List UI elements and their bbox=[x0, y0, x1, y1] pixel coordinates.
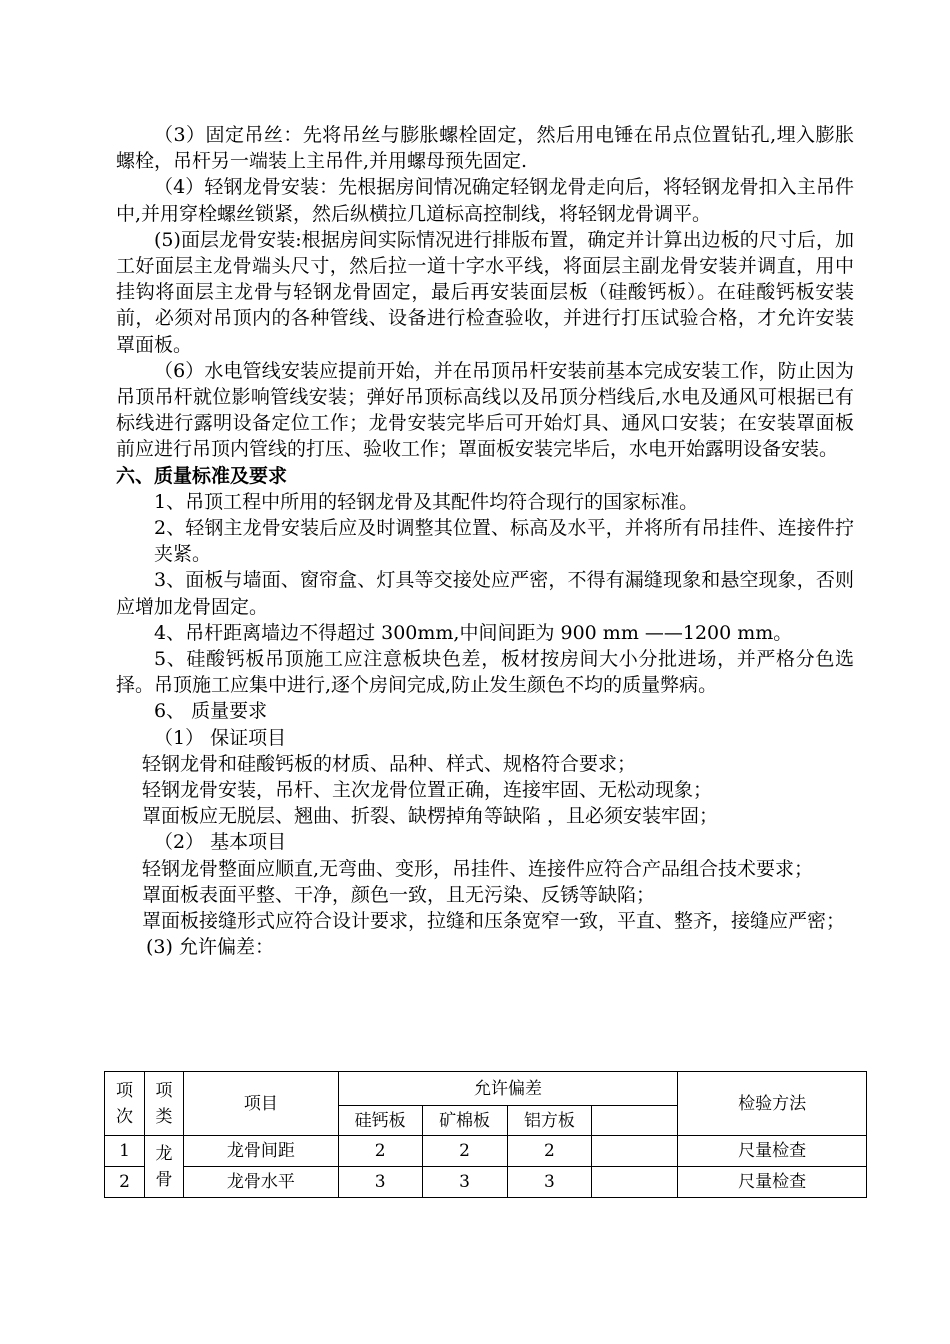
standard-item-1: 1、吊顶工程中所用的轻钢龙骨及其配件均符合现行的国家标准。 bbox=[154, 490, 699, 513]
basic-item: 罩面板表面平整、干净，颜色一致，且无污染、反锈等缺陷； bbox=[142, 883, 656, 906]
cell-group: 龙骨 bbox=[144, 1136, 183, 1198]
table-row bbox=[105, 1167, 867, 1198]
header-sub-aluminum: 铝方板 bbox=[507, 1106, 592, 1136]
paragraph-surface-keel: (5)面层龙骨安装:根据房间实际情况进行排版布置，确定并计算出边板的尺寸后，加工好面层主龙骨端头尺寸，然后拉一道十字水平线，将面层主副龙骨安装并调直，用中挂钩将面层主龙骨与轻钢龙骨固定，最后再安装面层板（硅酸钙板）。在硅酸钙板安装前，必须对吊顶内的各种管线、设备进行检查验收，并进行打压试验合格，才允许安装罩面板。 bbox=[116, 228, 854, 356]
guarantee-item: 罩面板应无脱层、翘曲、折裂、缺楞掉角等缺陷 ，且必须安装牢固； bbox=[142, 805, 719, 828]
header-sub-empty bbox=[592, 1106, 678, 1136]
cell-v3: 3 bbox=[507, 1167, 592, 1198]
paragraph-keel-install: （4）轻钢龙骨安装：先根据房间情况确定轻钢龙骨走向后，将轻钢龙骨扣入主吊件中,并用穿栓螺丝锁紧，然后纵横拉几道标高控制线，将轻钢龙骨调平。 bbox=[116, 176, 854, 225]
header-type: 项类 bbox=[144, 1072, 183, 1136]
section-heading: 六、质量标准及要求 bbox=[116, 464, 288, 487]
header-method: 检验方法 bbox=[678, 1072, 867, 1136]
paragraph-fix-hanger: （3）固定吊丝：先将吊丝与膨胀螺栓固定，然后用电锤在吊点位置钻孔,埋入膨胀螺栓，吊杆另一端装上主吊件,并用螺母预先固定. bbox=[116, 124, 854, 173]
cell-no: 1 bbox=[105, 1136, 145, 1167]
cell-no: 2 bbox=[105, 1167, 145, 1198]
guarantee-item: 轻钢龙骨和硅酸钙板的材质、品种、样式、规格符合要求； bbox=[142, 752, 637, 775]
cell-v1: 2 bbox=[338, 1136, 422, 1167]
standard-item-2: 2、轻钢主龙骨安装后应及时调整其位置、标高及水平，并将所有吊挂件、连接件拧夹紧。 bbox=[154, 517, 854, 566]
header-tolerance: 允许偏差 bbox=[338, 1072, 677, 1106]
cell-v3: 2 bbox=[507, 1136, 592, 1167]
tolerance-table bbox=[104, 1071, 867, 1198]
basic-title: （2） 基本项目 bbox=[154, 831, 287, 854]
cell-method: 尺量检查 bbox=[678, 1167, 867, 1198]
cell-method: 尺量检查 bbox=[678, 1136, 867, 1167]
standard-item-6: 6、 质量要求 bbox=[154, 700, 268, 723]
cell-item: 龙骨间距 bbox=[183, 1136, 338, 1167]
cell-v2: 2 bbox=[422, 1136, 507, 1167]
standard-item-5: 5、硅酸钙板吊顶施工应注意板块色差，板材按房间大小分批进场，并严格分色选择。吊顶施工应集中进行,逐个房间完成,防止发生颜色不均的质量弊病。 bbox=[116, 648, 854, 697]
table-row bbox=[105, 1136, 867, 1167]
standard-item-3: 3、面板与墙面、窗帘盒、灯具等交接处应严密，不得有漏缝现象和悬空现象，否则应增加龙骨固定。 bbox=[116, 569, 854, 618]
header-sub-mineral: 矿棉板 bbox=[422, 1106, 507, 1136]
header-no: 项次 bbox=[105, 1072, 145, 1136]
guarantee-title: （1） 保证项目 bbox=[154, 726, 287, 749]
cell-v1: 3 bbox=[338, 1167, 422, 1198]
tolerance-title: (3) 允许偏差： bbox=[146, 936, 274, 959]
basic-item: 轻钢龙骨整面应顺直,无弯曲、变形，吊挂件、连接件应符合产品组合技术要求； bbox=[142, 857, 814, 880]
cell-v2: 3 bbox=[422, 1167, 507, 1198]
standard-item-4: 4、吊杆距离墙边不得超过 300mm,中间间距为 900 mm ——1200 mm。 bbox=[154, 621, 793, 644]
header-item: 项目 bbox=[183, 1072, 338, 1136]
header-sub-calcium: 硅钙板 bbox=[338, 1106, 422, 1136]
basic-item: 罩面板接缝形式应符合设计要求，拉缝和压条宽窄一致，平直、整齐，接缝应严密； bbox=[142, 910, 846, 933]
cell-empty bbox=[592, 1167, 678, 1198]
cell-item: 龙骨水平 bbox=[183, 1167, 338, 1198]
guarantee-item: 轻钢龙骨安装，吊杆、主次龙骨位置正确，连接牢固、无松动现象； bbox=[142, 779, 713, 802]
paragraph-pipeline: （6）水电管线安装应提前开始，并在吊顶吊杆安装前基本完成安装工作，防止因为吊顶吊杆就位影响管线安装；弹好吊顶标高线以及吊顶分档线后,水电及通风可根据已有标线进行露明设备定位工作；龙骨安装完毕后可开始灯具、通风口安装；在安装罩面板前应进行吊顶内管线的打压、验收工作；罩面板安装完毕后，水电开始露明设备安装。 bbox=[116, 359, 854, 461]
document-body bbox=[116, 122, 854, 961]
cell-empty bbox=[592, 1136, 678, 1167]
